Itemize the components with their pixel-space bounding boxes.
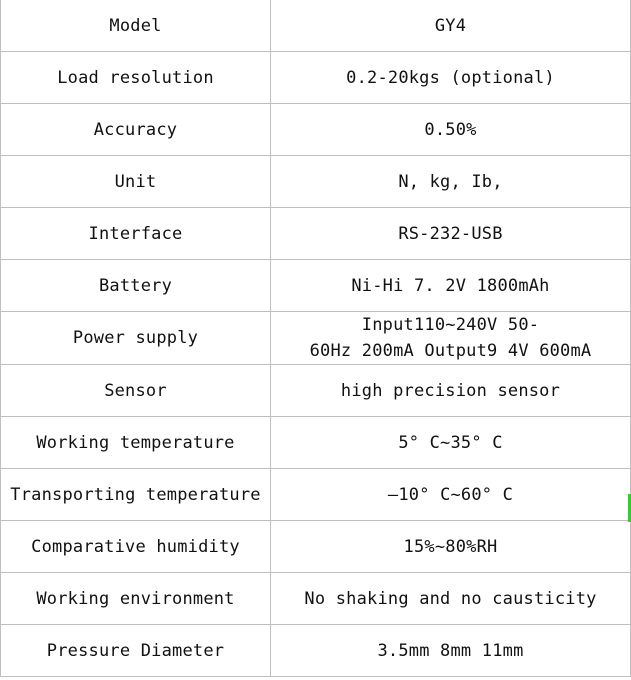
- spec-label-accuracy: Accuracy: [1, 104, 271, 156]
- spec-value-comparative-humidity: 15%~80%RH: [271, 521, 631, 573]
- spec-value-battery: Ni-Hi 7. 2V 1800mAh: [271, 260, 631, 312]
- table-row: [1, 260, 631, 312]
- table-row: [1, 208, 631, 260]
- spec-value-unit: N, kg, Ib,: [271, 156, 631, 208]
- table-row: [1, 573, 631, 625]
- spec-label-interface: Interface: [1, 208, 271, 260]
- spec-label-transporting-temperature: Transporting temperature: [1, 469, 271, 521]
- table-row: [1, 312, 631, 365]
- spec-label-power-supply: Power supply: [1, 312, 271, 365]
- table-row: [1, 0, 631, 52]
- spec-label-model: Model: [1, 0, 271, 52]
- spec-label-sensor: Sensor: [1, 365, 271, 417]
- table-row: [1, 521, 631, 573]
- spec-label-load-resolution: Load resolution: [1, 52, 271, 104]
- table-row: [1, 365, 631, 417]
- spec-value-working-environment: No shaking and no causticity: [271, 573, 631, 625]
- spec-value-load-resolution: 0.2-20kgs (optional): [271, 52, 631, 104]
- spec-label-working-environment: Working environment: [1, 573, 271, 625]
- spec-value-transporting-temperature: —10° C~60° C: [271, 469, 631, 521]
- spec-label-battery: Battery: [1, 260, 271, 312]
- spec-label-unit: Unit: [1, 156, 271, 208]
- table-row: [1, 156, 631, 208]
- spec-label-comparative-humidity: Comparative humidity: [1, 521, 271, 573]
- spec-value-sensor: high precision sensor: [271, 365, 631, 417]
- table-row: [1, 104, 631, 156]
- table-row: [1, 417, 631, 469]
- spec-value-model: GY4: [271, 0, 631, 52]
- table-row: [1, 469, 631, 521]
- spec-table-body: [1, 0, 631, 677]
- spec-value-power-supply: Input110~240V 50- 60Hz 200mA Output9 4V 600mA: [271, 312, 631, 365]
- spec-value-interface: RS-232-USB: [271, 208, 631, 260]
- spec-label-pressure-diameter: Pressure Diameter: [1, 625, 271, 677]
- spec-value-accuracy: 0.50%: [271, 104, 631, 156]
- table-row: [1, 52, 631, 104]
- spec-value-pressure-diameter: 3.5mm 8mm 11mm: [271, 625, 631, 677]
- spec-label-working-temperature: Working temperature: [1, 417, 271, 469]
- table-row: [1, 625, 631, 677]
- spec-value-working-temperature: 5° C~35° C: [271, 417, 631, 469]
